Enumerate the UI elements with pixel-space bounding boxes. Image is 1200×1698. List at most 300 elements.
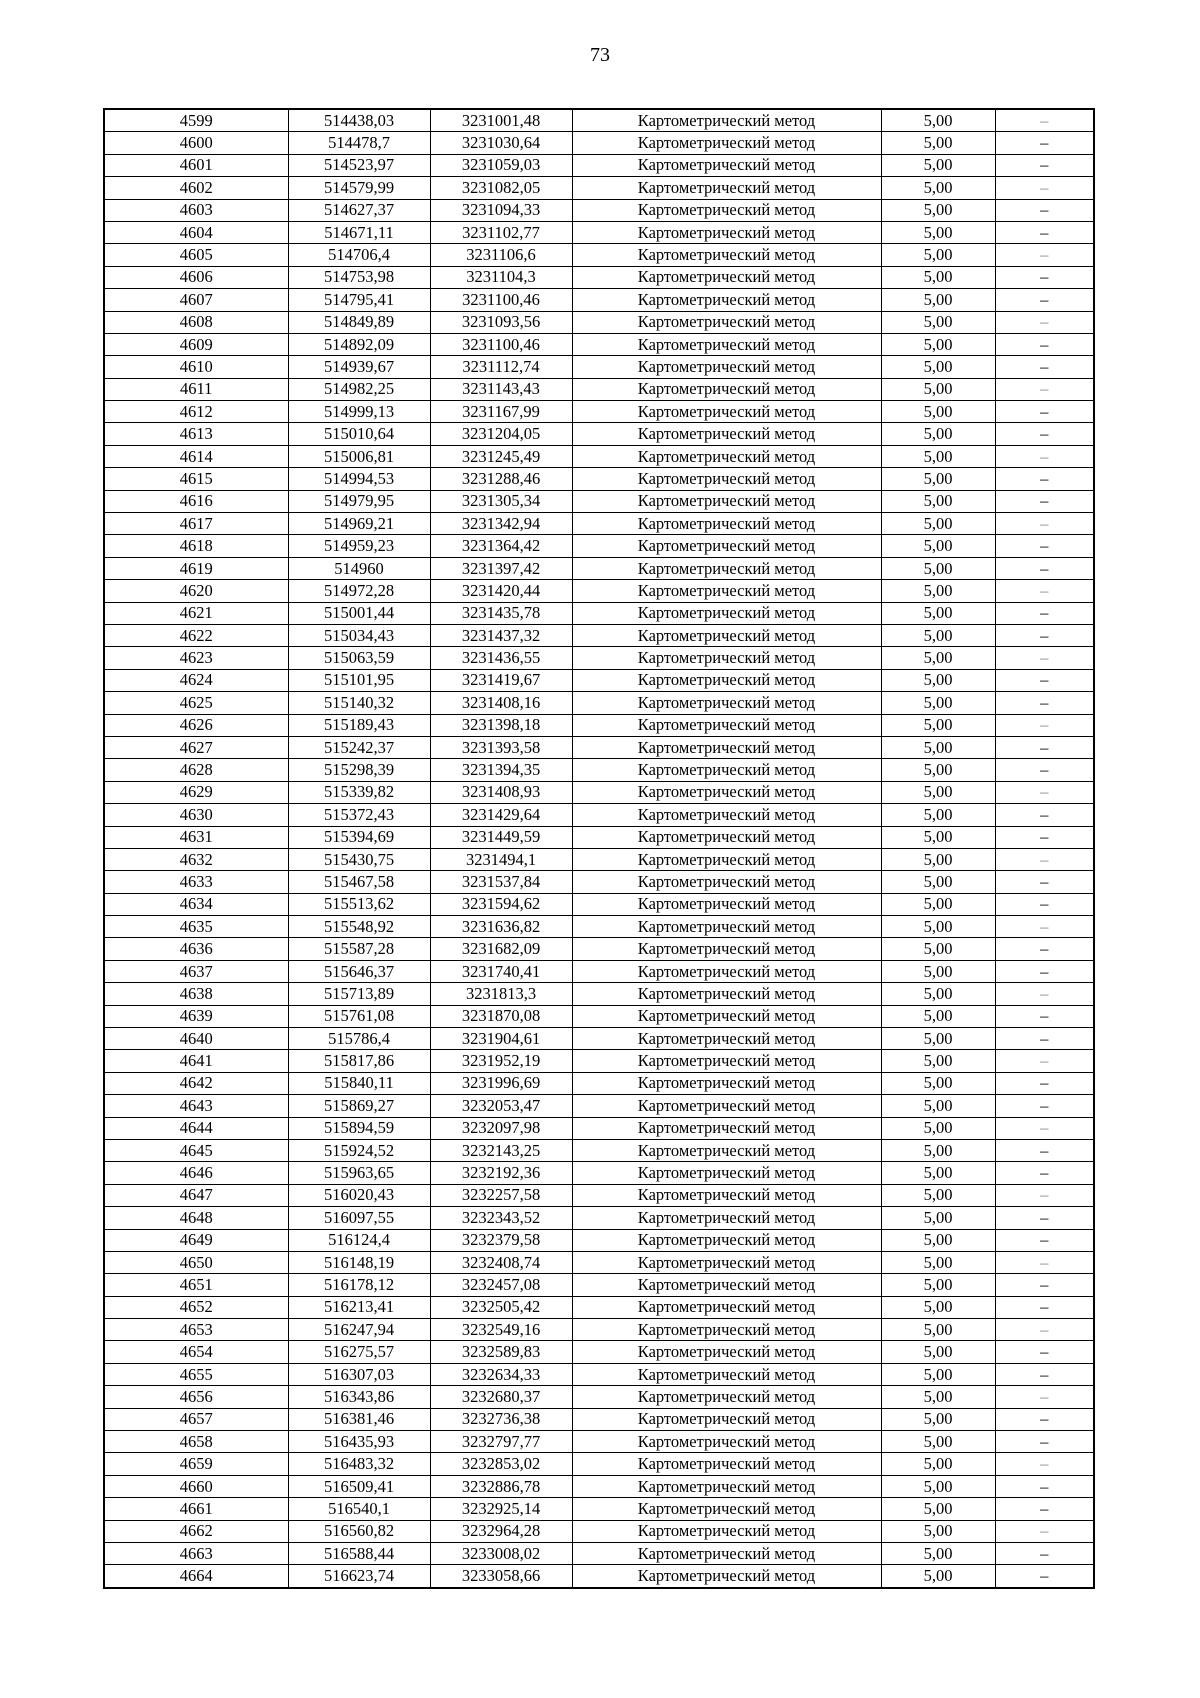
coordinate-y-cell: 3231204,05 <box>430 423 572 445</box>
coordinate-y-cell: 3232964,28 <box>430 1520 572 1542</box>
coordinate-x-cell: 515713,89 <box>288 983 430 1005</box>
note-cell: – <box>995 1408 1094 1430</box>
note-cell: – <box>995 311 1094 333</box>
accuracy-cell: 5,00 <box>881 624 995 646</box>
method-cell: Картометрический метод <box>572 714 881 736</box>
coordinate-y-cell: 3232379,58 <box>430 1229 572 1251</box>
accuracy-cell: 5,00 <box>881 490 995 512</box>
accuracy-cell: 5,00 <box>881 132 995 154</box>
coordinate-x-cell: 514994,53 <box>288 468 430 490</box>
point-number-cell: 4631 <box>104 826 288 848</box>
coordinate-y-cell: 3232143,25 <box>430 1139 572 1161</box>
point-number-cell: 4638 <box>104 983 288 1005</box>
table-row <box>104 1296 1094 1318</box>
method-cell: Картометрический метод <box>572 1028 881 1050</box>
coordinate-y-cell: 3231059,03 <box>430 154 572 176</box>
point-number-cell: 4646 <box>104 1162 288 1184</box>
method-cell: Картометрический метод <box>572 1072 881 1094</box>
table-row <box>104 1319 1094 1341</box>
accuracy-cell: 5,00 <box>881 1050 995 1072</box>
method-cell: Картометрический метод <box>572 893 881 915</box>
method-cell: Картометрический метод <box>572 356 881 378</box>
point-number-cell: 4618 <box>104 535 288 557</box>
point-number-cell: 4619 <box>104 557 288 579</box>
note-cell: – <box>995 1520 1094 1542</box>
method-cell: Картометрический метод <box>572 1475 881 1497</box>
note-cell: – <box>995 535 1094 557</box>
table-row <box>104 1363 1094 1385</box>
table-row <box>104 692 1094 714</box>
point-number-cell: 4611 <box>104 378 288 400</box>
accuracy-cell: 5,00 <box>881 468 995 490</box>
note-cell: – <box>995 1229 1094 1251</box>
point-number-cell: 4650 <box>104 1251 288 1273</box>
method-cell: Картометрический метод <box>572 1520 881 1542</box>
coordinate-y-cell: 3232457,08 <box>430 1274 572 1296</box>
table-row <box>104 1095 1094 1117</box>
table-row <box>104 669 1094 691</box>
note-cell: – <box>995 804 1094 826</box>
note-cell: – <box>995 781 1094 803</box>
note-cell: – <box>995 871 1094 893</box>
coordinate-x-cell: 515189,43 <box>288 714 430 736</box>
point-number-cell: 4652 <box>104 1296 288 1318</box>
coordinate-y-cell: 3232589,83 <box>430 1341 572 1363</box>
coordinate-y-cell: 3231870,08 <box>430 1005 572 1027</box>
point-number-cell: 4627 <box>104 736 288 758</box>
coordinate-x-cell: 515924,52 <box>288 1139 430 1161</box>
table-row <box>104 1341 1094 1363</box>
coordinate-y-cell: 3231030,64 <box>430 132 572 154</box>
coordinate-x-cell: 514972,28 <box>288 580 430 602</box>
method-cell: Картометрический метод <box>572 1543 881 1565</box>
table-row <box>104 916 1094 938</box>
table-row <box>104 490 1094 512</box>
method-cell: Картометрический метод <box>572 311 881 333</box>
point-number-cell: 4612 <box>104 401 288 423</box>
coordinate-y-cell: 3232097,98 <box>430 1117 572 1139</box>
point-number-cell: 4663 <box>104 1543 288 1565</box>
table-row <box>104 154 1094 176</box>
coordinate-y-cell: 3232853,02 <box>430 1453 572 1475</box>
note-cell: – <box>995 983 1094 1005</box>
table-row <box>104 1050 1094 1072</box>
coordinate-x-cell: 514523,97 <box>288 154 430 176</box>
table-row <box>104 199 1094 221</box>
method-cell: Картометрический метод <box>572 423 881 445</box>
point-number-cell: 4632 <box>104 848 288 870</box>
method-cell: Картометрический метод <box>572 1408 881 1430</box>
accuracy-cell: 5,00 <box>881 714 995 736</box>
coordinate-x-cell: 516213,41 <box>288 1296 430 1318</box>
coordinate-x-cell: 514960 <box>288 557 430 579</box>
table-row <box>104 1005 1094 1027</box>
table-row <box>104 1207 1094 1229</box>
coordinate-y-cell: 3231342,94 <box>430 513 572 535</box>
table-row <box>104 960 1094 982</box>
note-cell: – <box>995 1095 1094 1117</box>
accuracy-cell: 5,00 <box>881 1117 995 1139</box>
coordinate-y-cell: 3231537,84 <box>430 871 572 893</box>
method-cell: Картометрический метод <box>572 109 881 132</box>
coordinate-y-cell: 3232549,16 <box>430 1319 572 1341</box>
accuracy-cell: 5,00 <box>881 1475 995 1497</box>
coordinate-x-cell: 514706,4 <box>288 244 430 266</box>
coordinate-x-cell: 515242,37 <box>288 736 430 758</box>
coordinate-x-cell: 516097,55 <box>288 1207 430 1229</box>
table-row <box>104 602 1094 624</box>
coordinate-x-cell: 514753,98 <box>288 266 430 288</box>
method-cell: Картометрический метод <box>572 1453 881 1475</box>
table-row <box>104 714 1094 736</box>
method-cell: Картометрический метод <box>572 781 881 803</box>
accuracy-cell: 5,00 <box>881 535 995 557</box>
accuracy-cell: 5,00 <box>881 871 995 893</box>
coordinate-y-cell: 3231952,19 <box>430 1050 572 1072</box>
coordinate-x-cell: 515394,69 <box>288 826 430 848</box>
coordinate-x-cell: 516275,57 <box>288 1341 430 1363</box>
note-cell: – <box>995 714 1094 736</box>
accuracy-cell: 5,00 <box>881 736 995 758</box>
accuracy-cell: 5,00 <box>881 1139 995 1161</box>
table-row <box>104 109 1094 132</box>
note-cell: – <box>995 1274 1094 1296</box>
note-cell: – <box>995 960 1094 982</box>
method-cell: Картометрический метод <box>572 1139 881 1161</box>
table-row <box>104 266 1094 288</box>
table-row <box>104 311 1094 333</box>
accuracy-cell: 5,00 <box>881 983 995 1005</box>
note-cell: – <box>995 1005 1094 1027</box>
accuracy-cell: 5,00 <box>881 781 995 803</box>
method-cell: Картометрический метод <box>572 1117 881 1139</box>
coordinate-x-cell: 515761,08 <box>288 1005 430 1027</box>
table-row <box>104 557 1094 579</box>
coordinate-y-cell: 3231435,78 <box>430 602 572 624</box>
coordinate-x-cell: 515786,4 <box>288 1028 430 1050</box>
coordinate-y-cell: 3231408,93 <box>430 781 572 803</box>
point-number-cell: 4615 <box>104 468 288 490</box>
note-cell: – <box>995 221 1094 243</box>
point-number-cell: 4664 <box>104 1565 288 1588</box>
method-cell: Картометрический метод <box>572 960 881 982</box>
coordinate-y-cell: 3232736,38 <box>430 1408 572 1430</box>
coordinate-y-cell: 3231813,3 <box>430 983 572 1005</box>
note-cell: – <box>995 266 1094 288</box>
method-cell: Картометрический метод <box>572 983 881 1005</box>
note-cell: – <box>995 132 1094 154</box>
accuracy-cell: 5,00 <box>881 109 995 132</box>
coordinate-y-cell: 3231420,44 <box>430 580 572 602</box>
method-cell: Картометрический метод <box>572 1274 881 1296</box>
point-number-cell: 4599 <box>104 109 288 132</box>
coordinate-x-cell: 516343,86 <box>288 1386 430 1408</box>
method-cell: Картометрический метод <box>572 669 881 691</box>
note-cell: – <box>995 468 1094 490</box>
point-number-cell: 4634 <box>104 893 288 915</box>
table-row <box>104 423 1094 445</box>
note-cell: – <box>995 580 1094 602</box>
coordinate-x-cell: 514627,37 <box>288 199 430 221</box>
coordinate-x-cell: 515467,58 <box>288 871 430 893</box>
table-row <box>104 580 1094 602</box>
point-number-cell: 4633 <box>104 871 288 893</box>
note-cell: – <box>995 1431 1094 1453</box>
note-cell: – <box>995 893 1094 915</box>
method-cell: Картометрический метод <box>572 624 881 646</box>
note-cell: – <box>995 1207 1094 1229</box>
table-row <box>104 1475 1094 1497</box>
coordinate-x-cell: 516560,82 <box>288 1520 430 1542</box>
point-number-cell: 4621 <box>104 602 288 624</box>
coordinate-y-cell: 3231094,33 <box>430 199 572 221</box>
note-cell: – <box>995 1296 1094 1318</box>
coordinate-x-cell: 515339,82 <box>288 781 430 803</box>
coordinate-y-cell: 3231904,61 <box>430 1028 572 1050</box>
point-number-cell: 4648 <box>104 1207 288 1229</box>
method-cell: Картометрический метод <box>572 1386 881 1408</box>
point-number-cell: 4608 <box>104 311 288 333</box>
coordinates-table-body <box>104 109 1094 1588</box>
note-cell: – <box>995 624 1094 646</box>
point-number-cell: 4661 <box>104 1498 288 1520</box>
method-cell: Картометрический метод <box>572 490 881 512</box>
table-row <box>104 177 1094 199</box>
note-cell: – <box>995 1386 1094 1408</box>
point-number-cell: 4635 <box>104 916 288 938</box>
accuracy-cell: 5,00 <box>881 1028 995 1050</box>
note-cell: – <box>995 1475 1094 1497</box>
accuracy-cell: 5,00 <box>881 1341 995 1363</box>
accuracy-cell: 5,00 <box>881 647 995 669</box>
method-cell: Картометрический метод <box>572 1431 881 1453</box>
coordinate-y-cell: 3231494,1 <box>430 848 572 870</box>
accuracy-cell: 5,00 <box>881 1229 995 1251</box>
table-row <box>104 1117 1094 1139</box>
point-number-cell: 4647 <box>104 1184 288 1206</box>
coordinate-y-cell: 3231436,55 <box>430 647 572 669</box>
coordinate-x-cell: 515817,86 <box>288 1050 430 1072</box>
coordinate-x-cell: 516020,43 <box>288 1184 430 1206</box>
coordinate-y-cell: 3231393,58 <box>430 736 572 758</box>
method-cell: Картометрический метод <box>572 468 881 490</box>
coordinate-x-cell: 514982,25 <box>288 378 430 400</box>
method-cell: Картометрический метод <box>572 289 881 311</box>
coordinate-y-cell: 3231245,49 <box>430 445 572 467</box>
note-cell: – <box>995 938 1094 960</box>
note-cell: – <box>995 1050 1094 1072</box>
accuracy-cell: 5,00 <box>881 557 995 579</box>
point-number-cell: 4603 <box>104 199 288 221</box>
accuracy-cell: 5,00 <box>881 692 995 714</box>
method-cell: Картометрический метод <box>572 1207 881 1229</box>
accuracy-cell: 5,00 <box>881 1251 995 1273</box>
note-cell: – <box>995 423 1094 445</box>
table-row <box>104 1028 1094 1050</box>
accuracy-cell: 5,00 <box>881 1565 995 1588</box>
method-cell: Картометрический метод <box>572 378 881 400</box>
method-cell: Картометрический метод <box>572 1229 881 1251</box>
point-number-cell: 4616 <box>104 490 288 512</box>
method-cell: Картометрический метод <box>572 736 881 758</box>
accuracy-cell: 5,00 <box>881 759 995 781</box>
accuracy-cell: 5,00 <box>881 311 995 333</box>
note-cell: – <box>995 1498 1094 1520</box>
coordinate-x-cell: 516124,4 <box>288 1229 430 1251</box>
coordinate-y-cell: 3233058,66 <box>430 1565 572 1588</box>
coordinate-x-cell: 515006,81 <box>288 445 430 467</box>
table-row <box>104 938 1094 960</box>
method-cell: Картометрический метод <box>572 1341 881 1363</box>
method-cell: Картометрический метод <box>572 1005 881 1027</box>
coordinate-x-cell: 514979,95 <box>288 490 430 512</box>
table-row <box>104 356 1094 378</box>
coordinate-x-cell: 516381,46 <box>288 1408 430 1430</box>
accuracy-cell: 5,00 <box>881 1498 995 1520</box>
note-cell: – <box>995 109 1094 132</box>
coordinate-y-cell: 3231594,62 <box>430 893 572 915</box>
accuracy-cell: 5,00 <box>881 1520 995 1542</box>
accuracy-cell: 5,00 <box>881 154 995 176</box>
point-number-cell: 4657 <box>104 1408 288 1430</box>
table-row <box>104 1229 1094 1251</box>
table-row <box>104 333 1094 355</box>
note-cell: – <box>995 1028 1094 1050</box>
coordinate-x-cell: 516509,41 <box>288 1475 430 1497</box>
method-cell: Картометрический метод <box>572 333 881 355</box>
coordinate-y-cell: 3231167,99 <box>430 401 572 423</box>
point-number-cell: 4637 <box>104 960 288 982</box>
table-row <box>104 1162 1094 1184</box>
method-cell: Картометрический метод <box>572 266 881 288</box>
accuracy-cell: 5,00 <box>881 1386 995 1408</box>
point-number-cell: 4617 <box>104 513 288 535</box>
coordinate-x-cell: 515894,59 <box>288 1117 430 1139</box>
coordinate-x-cell: 514892,09 <box>288 333 430 355</box>
accuracy-cell: 5,00 <box>881 356 995 378</box>
table-row <box>104 289 1094 311</box>
table-row <box>104 1498 1094 1520</box>
table-row <box>104 244 1094 266</box>
coordinate-y-cell: 3231093,56 <box>430 311 572 333</box>
accuracy-cell: 5,00 <box>881 826 995 848</box>
note-cell: – <box>995 445 1094 467</box>
note-cell: – <box>995 289 1094 311</box>
coordinate-y-cell: 3232886,78 <box>430 1475 572 1497</box>
method-cell: Картометрический метод <box>572 692 881 714</box>
method-cell: Картометрический метод <box>572 804 881 826</box>
point-number-cell: 4602 <box>104 177 288 199</box>
table-row <box>104 401 1094 423</box>
note-cell: – <box>995 513 1094 535</box>
table-row <box>104 468 1094 490</box>
coordinate-y-cell: 3231437,32 <box>430 624 572 646</box>
coordinates-table <box>103 108 1095 1589</box>
table-row <box>104 893 1094 915</box>
accuracy-cell: 5,00 <box>881 221 995 243</box>
table-row <box>104 871 1094 893</box>
method-cell: Картометрический метод <box>572 535 881 557</box>
table-row <box>104 378 1094 400</box>
method-cell: Картометрический метод <box>572 647 881 669</box>
coordinate-x-cell: 514438,03 <box>288 109 430 132</box>
accuracy-cell: 5,00 <box>881 804 995 826</box>
coordinate-y-cell: 3231397,42 <box>430 557 572 579</box>
table-row <box>104 513 1094 535</box>
note-cell: – <box>995 759 1094 781</box>
note-cell: – <box>995 1139 1094 1161</box>
point-number-cell: 4600 <box>104 132 288 154</box>
coordinate-x-cell: 516247,94 <box>288 1319 430 1341</box>
method-cell: Картометрический метод <box>572 445 881 467</box>
coordinate-x-cell: 515548,92 <box>288 916 430 938</box>
coordinate-y-cell: 3232343,52 <box>430 1207 572 1229</box>
coordinate-x-cell: 515963,65 <box>288 1162 430 1184</box>
accuracy-cell: 5,00 <box>881 916 995 938</box>
method-cell: Картометрический метод <box>572 132 881 154</box>
note-cell: – <box>995 154 1094 176</box>
coordinate-x-cell: 514579,99 <box>288 177 430 199</box>
note-cell: – <box>995 490 1094 512</box>
accuracy-cell: 5,00 <box>881 333 995 355</box>
point-number-cell: 4604 <box>104 221 288 243</box>
method-cell: Картометрический метод <box>572 1319 881 1341</box>
note-cell: – <box>995 1162 1094 1184</box>
table-row <box>104 1565 1094 1588</box>
note-cell: – <box>995 177 1094 199</box>
coordinate-x-cell: 515034,43 <box>288 624 430 646</box>
table-row <box>104 804 1094 826</box>
method-cell: Картометрический метод <box>572 916 881 938</box>
coordinate-x-cell: 516307,03 <box>288 1363 430 1385</box>
accuracy-cell: 5,00 <box>881 1543 995 1565</box>
point-number-cell: 4658 <box>104 1431 288 1453</box>
table-row <box>104 647 1094 669</box>
note-cell: – <box>995 736 1094 758</box>
accuracy-cell: 5,00 <box>881 1363 995 1385</box>
coordinate-y-cell: 3231100,46 <box>430 333 572 355</box>
accuracy-cell: 5,00 <box>881 177 995 199</box>
coordinate-y-cell: 3232634,33 <box>430 1363 572 1385</box>
point-number-cell: 4642 <box>104 1072 288 1094</box>
method-cell: Картометрический метод <box>572 401 881 423</box>
point-number-cell: 4639 <box>104 1005 288 1027</box>
point-number-cell: 4622 <box>104 624 288 646</box>
table-row <box>104 1274 1094 1296</box>
coordinate-y-cell: 3231305,34 <box>430 490 572 512</box>
point-number-cell: 4644 <box>104 1117 288 1139</box>
accuracy-cell: 5,00 <box>881 289 995 311</box>
point-number-cell: 4640 <box>104 1028 288 1050</box>
table-row <box>104 1139 1094 1161</box>
method-cell: Картометрический метод <box>572 221 881 243</box>
coordinate-x-cell: 515001,44 <box>288 602 430 624</box>
note-cell: – <box>995 647 1094 669</box>
note-cell: – <box>995 1117 1094 1139</box>
point-number-cell: 4653 <box>104 1319 288 1341</box>
table-row <box>104 1386 1094 1408</box>
coordinate-x-cell: 515430,75 <box>288 848 430 870</box>
coordinate-x-cell: 514969,21 <box>288 513 430 535</box>
point-number-cell: 4629 <box>104 781 288 803</box>
coordinate-y-cell: 3231104,3 <box>430 266 572 288</box>
coordinate-y-cell: 3232408,74 <box>430 1251 572 1273</box>
coordinate-y-cell: 3231636,82 <box>430 916 572 938</box>
note-cell: – <box>995 1453 1094 1475</box>
method-cell: Картометрический метод <box>572 1296 881 1318</box>
method-cell: Картометрический метод <box>572 1363 881 1385</box>
accuracy-cell: 5,00 <box>881 1005 995 1027</box>
